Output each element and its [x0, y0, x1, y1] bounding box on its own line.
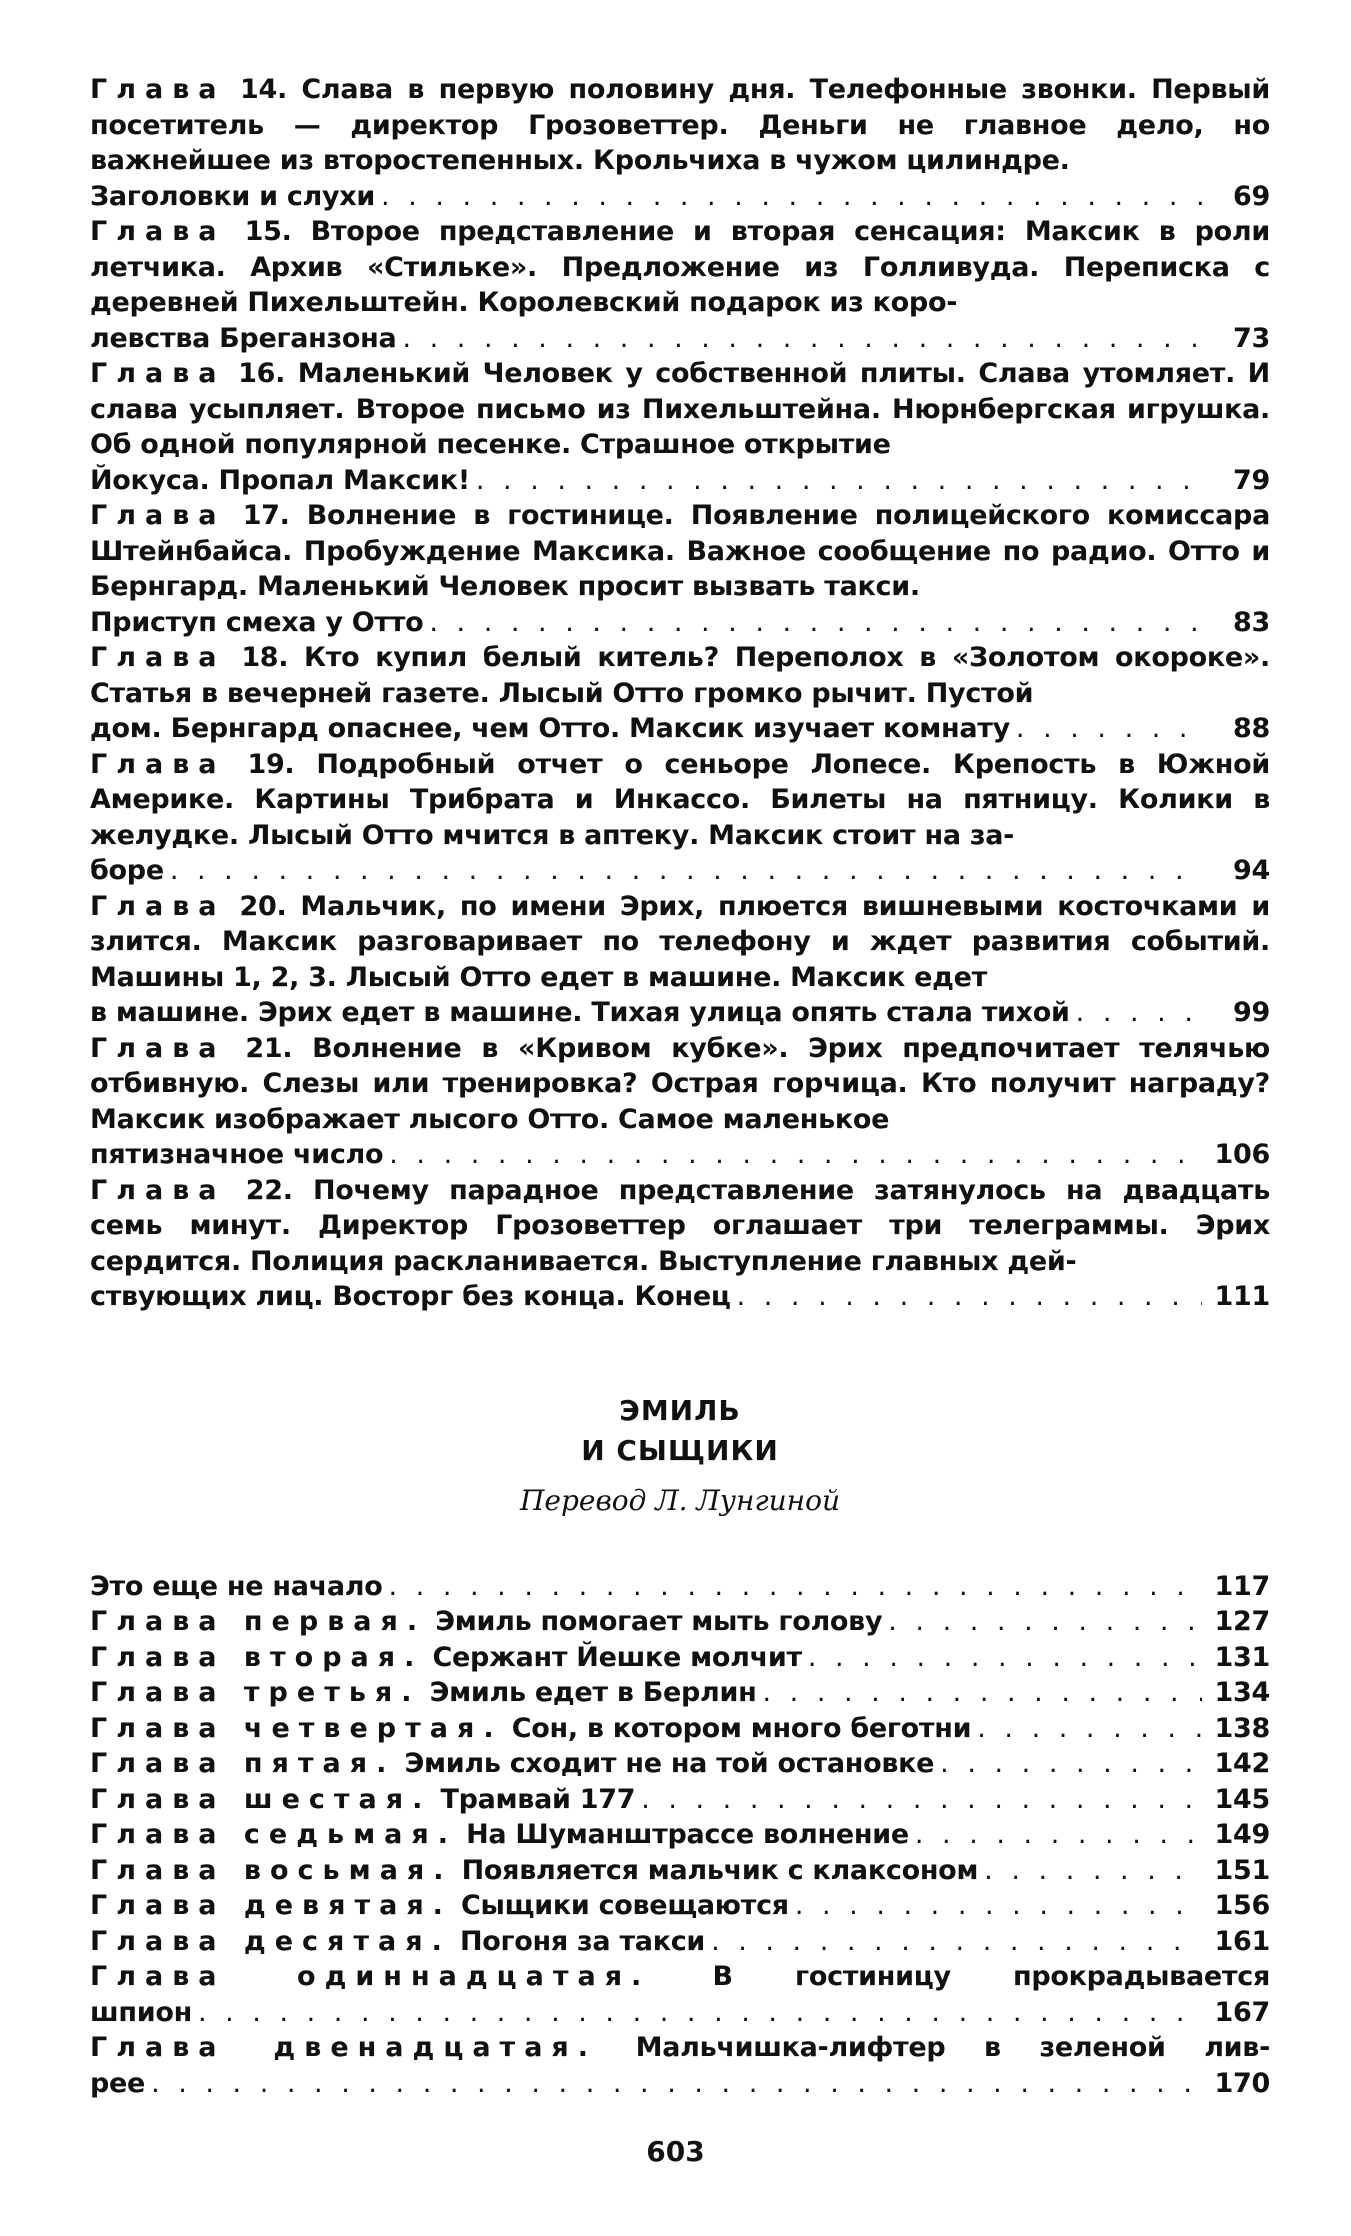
chapter-title: Появляется мальчик с клаксоном [461, 1854, 979, 1886]
dot-leader [808, 1640, 1202, 1676]
toc-page-number: 69 [1233, 180, 1270, 212]
chapter-label: Глава [90, 642, 226, 673]
chapter-description: 19. Подробный отчет о сеньоре Лопесе. Крепость в Южной Америке. Картины Трибрата и Инкассо. Билеты на пятницу. Колики в желудке. Лысый Отто мчится в аптеку. Максик стоит на за- [90, 748, 1270, 851]
toc-entry-text [90, 2030, 1270, 2066]
chapter-title-end: шпион [90, 1996, 192, 2028]
toc-entry [90, 1782, 1270, 1818]
toc-entry [90, 1711, 1270, 1747]
chapter-title: Погоня за такси [459, 1925, 706, 1957]
toc-entry-line [90, 1569, 1270, 1605]
toc-entry [90, 1569, 1270, 1605]
toc-entry [90, 1924, 1270, 1960]
section-title-line-2: И СЫЩИКИ [581, 1433, 779, 1467]
toc-entry-last-line [90, 179, 1270, 215]
toc-entry-text [90, 1853, 978, 1889]
chapter-label: Глава первая. [90, 1606, 427, 1637]
toc-entry [90, 2030, 1270, 2101]
toc-entry-line [90, 1675, 1270, 1711]
chapter-description: 22. Почему парадное представление затянулось на двадцать семь минут. Директор Грозоветтер оглашает три телеграммы. Эрих сердится. Полиция раскланивается. Выступление главных дей- [90, 1174, 1270, 1277]
dot-leader [915, 1817, 1202, 1853]
dot-leader [888, 1604, 1202, 1640]
toc-entry-text [90, 747, 1270, 854]
toc-page-number: 149 [1214, 1819, 1270, 1850]
toc-page-number: 131 [1214, 1641, 1270, 1673]
dot-leader [795, 1888, 1202, 1924]
dot-leader [402, 321, 1202, 357]
toc-entry-last-line [90, 463, 1270, 499]
dot-leader [198, 1995, 1202, 2031]
chapter-description: 17. Волнение в гостинице. Появление полицейского комиссара Штейнбайса. Пробуждение Максика. Важное сообщение по радио. Отто и Бернгард. Маленький Человек просит вызвать такси. [90, 500, 1270, 602]
toc-entry-line [90, 1817, 1270, 1853]
toc-entry-line [90, 1640, 1270, 1676]
toc-entry-last-line [90, 853, 1270, 889]
toc-part-2 [90, 1569, 1270, 2102]
toc-entry [90, 1853, 1270, 1889]
dot-leader [641, 1782, 1202, 1818]
toc-entry-text [90, 1924, 705, 1960]
toc-entry [90, 214, 1270, 356]
chapter-title: Трамвай 177 [440, 1783, 636, 1815]
toc-entry [90, 498, 1270, 640]
chapter-label: Глава четвертая. [90, 1712, 503, 1744]
dot-leader [381, 179, 1202, 215]
chapter-label: Глава пятая. [90, 1748, 396, 1779]
toc-entry-text [90, 640, 1270, 711]
chapter-description: 20. Мальчик, по имени Эрих, плюется вишневыми косточками и злится. Максик разговаривает по телефону и ждет развития событий. Машины 1, 2, 3. Лысый Отто едет в машине. Максик едет [90, 890, 1270, 993]
toc-entry [90, 1888, 1270, 1924]
toc-page-number: 79 [1233, 464, 1270, 496]
toc-page-number: 117 [1214, 1570, 1270, 1602]
chapter-title: Сон, в котором много беготни [511, 1712, 972, 1744]
toc-entry-text [90, 1711, 971, 1747]
section-title [90, 1391, 1270, 1471]
toc-entry-text [90, 498, 1270, 605]
toc-page-number: 151 [1214, 1854, 1270, 1886]
chapter-title: В гостиницу прокрадывается [712, 1961, 1270, 1992]
toc-entry-text [90, 1031, 1270, 1138]
toc-entry [90, 72, 1270, 214]
toc-entry-text [90, 1959, 1270, 1995]
toc-entry-line [90, 1746, 1270, 1782]
toc-entry-text [90, 1640, 802, 1676]
chapter-description: 16. Маленький Человек у собственной плиты. Слава утомляет. И слава усыпляет. Второе письмо из Пихельштейна. Нюрнбергская игрушка. Об одной популярной песенке. Страшное открытие [90, 358, 1270, 460]
chapter-title: Сержант Йешке молчит [432, 1641, 802, 1673]
dot-leader [940, 1746, 1202, 1782]
chapter-label: Глава [90, 890, 226, 922]
chapter-title: Это еще не начало [90, 1570, 383, 1602]
chapter-description-end: левства Бреганзона [90, 322, 397, 354]
toc-page-number: 99 [1233, 997, 1270, 1028]
toc-page-number: 161 [1214, 1925, 1270, 1957]
chapter-title: Сыщики совещаются [461, 1890, 789, 1921]
toc-entry-text [90, 1569, 383, 1605]
toc-entry [90, 1173, 1270, 1315]
toc-entry-line [90, 1924, 1270, 1960]
chapter-label: Глава [90, 1032, 226, 1064]
toc-entry-last-line [90, 2066, 1270, 2102]
chapter-description-end: боре [90, 855, 164, 886]
chapter-description-end: Заголовки и слухи [90, 180, 376, 212]
chapter-label: Глава [90, 74, 226, 105]
toc-entry-text [90, 1746, 934, 1782]
toc-entry [90, 1959, 1270, 2030]
chapter-description-end: пятизначное число [90, 1139, 384, 1170]
chapter-label: Глава седьмая. [90, 1819, 457, 1850]
chapter-label: Глава двенадцатая. [90, 2032, 598, 2063]
dot-leader [476, 463, 1202, 499]
toc-entry-text [90, 1675, 757, 1711]
dot-leader [170, 853, 1202, 889]
toc-entry [90, 356, 1270, 498]
chapter-description-end: в машине. Эрих едет в машине. Тихая улица опять стала тихой [90, 997, 1070, 1028]
toc-entry-text [90, 1782, 635, 1818]
chapter-label: Глава одиннадцатая. [90, 1961, 651, 1992]
chapter-description-end: Приступ смеха у Отто [90, 606, 424, 638]
toc-entry-line [90, 1853, 1270, 1889]
toc-page-number: 167 [1214, 1996, 1270, 2028]
chapter-label: Глава [90, 216, 226, 247]
toc-page [90, 72, 1270, 2101]
chapter-title: Эмиль едет в Берлин [429, 1677, 757, 1708]
toc-entry-last-line [90, 1995, 1270, 2031]
toc-entry-last-line [90, 995, 1270, 1031]
chapter-title: Эмиль помогает мыть голову [435, 1606, 883, 1637]
toc-part-1 [90, 72, 1270, 1315]
toc-entry-text [90, 1173, 1270, 1280]
chapter-description-end: дом. Бернгард опаснее, чем Отто. Максик изучает комнату [90, 713, 1010, 744]
dot-leader [737, 1279, 1202, 1315]
toc-page-number: 106 [1214, 1139, 1270, 1170]
toc-entry-last-line [90, 321, 1270, 357]
toc-entry-line [90, 1604, 1270, 1640]
dot-leader [711, 1924, 1202, 1960]
chapter-label: Глава [90, 748, 226, 780]
toc-entry [90, 640, 1270, 747]
toc-page-number: 170 [1214, 2067, 1270, 2099]
chapter-description-end: ствующих лиц. Восторг без конца. Конец [90, 1281, 731, 1312]
toc-entry-text [90, 72, 1270, 179]
dot-leader [429, 605, 1202, 641]
chapter-label: Глава девятая. [90, 1890, 452, 1921]
dot-leader [1076, 995, 1202, 1031]
dot-leader [1016, 711, 1202, 747]
page-number: 603 [646, 2135, 705, 2168]
toc-entry-text [90, 889, 1270, 996]
dot-leader [389, 1137, 1202, 1173]
chapter-description: 14. Слава в первую половину дня. Телефонные звонки. Первый посетитель — директор Грозоветтер. Деньги не главное дело, но важнейшее из второстепенных. Крольчиха в чужом цилиндре. [90, 74, 1270, 176]
chapter-label: Глава десятая. [90, 1925, 451, 1957]
section-title-line-1: ЭМИЛЬ [619, 1393, 741, 1427]
chapter-title: Эмиль сходит не на той остановке [404, 1748, 935, 1779]
toc-page-number: 145 [1214, 1783, 1270, 1815]
chapter-label: Глава [90, 1174, 226, 1206]
dot-leader [151, 2066, 1202, 2102]
toc-entry [90, 1746, 1270, 1782]
toc-entry-text [90, 1817, 909, 1853]
toc-entry [90, 1817, 1270, 1853]
chapter-description: 18. Кто купил белый китель? Переполох в «Золотом окороке». Статья в вечерней газете. Лысый Отто громко рычит. Пустой [90, 642, 1270, 709]
toc-entry [90, 1604, 1270, 1640]
toc-page-number: 88 [1233, 713, 1270, 744]
toc-page-number: 138 [1214, 1712, 1270, 1744]
chapter-title: На Шуманштрассе волнение [466, 1819, 909, 1850]
toc-page-number: 73 [1233, 322, 1270, 354]
chapter-label: Глава восьмая. [90, 1854, 453, 1886]
toc-entry [90, 1031, 1270, 1173]
toc-entry [90, 889, 1270, 1031]
dot-leader [984, 1853, 1202, 1889]
toc-page-number: 156 [1214, 1890, 1270, 1921]
toc-entry-text [90, 1888, 789, 1924]
toc-page-number: 127 [1214, 1606, 1270, 1637]
chapter-title: Мальчишка-лифтер в зеленой лив- [635, 2032, 1270, 2063]
chapter-description: 15. Второе представление и вторая сенсация: Максик в роли летчика. Архив «Стильке». Предложение из Голливуда. Переписка с деревней Пихельштейн. Королевский подарок из коро- [90, 216, 1270, 318]
dot-leader [389, 1569, 1202, 1605]
chapter-description-end: Йокуса. Пропал Максик! [90, 464, 470, 496]
toc-entry-last-line [90, 1137, 1270, 1173]
toc-entry-text [90, 1604, 882, 1640]
toc-page-number: 142 [1214, 1748, 1270, 1779]
toc-page-number: 83 [1233, 606, 1270, 638]
toc-page-number: 94 [1233, 855, 1270, 886]
toc-entry-line [90, 1711, 1270, 1747]
toc-entry-text [90, 356, 1270, 463]
chapter-title-end: рее [90, 2067, 146, 2099]
chapter-label: Глава [90, 500, 226, 531]
dot-leader [763, 1675, 1202, 1711]
chapter-label: Глава шестая. [90, 1783, 432, 1815]
toc-entry [90, 747, 1270, 889]
toc-entry-last-line [90, 605, 1270, 641]
chapter-label: Глава [90, 358, 226, 389]
toc-entry-text [90, 214, 1270, 321]
toc-page-number: 111 [1214, 1281, 1270, 1312]
chapter-description: 21. Волнение в «Кривом кубке». Эрих предпочитает телячью отбивную. Слезы или тренировка? Острая горчица. Кто получит награду? Максик изображает лысого Отто. Самое маленькое [90, 1032, 1270, 1135]
chapter-label: Глава вторая. [90, 1641, 424, 1673]
toc-entry [90, 1640, 1270, 1676]
toc-entry [90, 1675, 1270, 1711]
toc-entry-last-line [90, 711, 1270, 747]
toc-entry-last-line [90, 1279, 1270, 1315]
toc-entry-line [90, 1888, 1270, 1924]
dot-leader [977, 1711, 1202, 1747]
toc-page-number: 134 [1214, 1677, 1270, 1708]
translator-credit: Перевод Л. Лунгиной [519, 1483, 841, 1517]
toc-entry-line [90, 1782, 1270, 1818]
chapter-label: Глава третья. [90, 1677, 421, 1708]
